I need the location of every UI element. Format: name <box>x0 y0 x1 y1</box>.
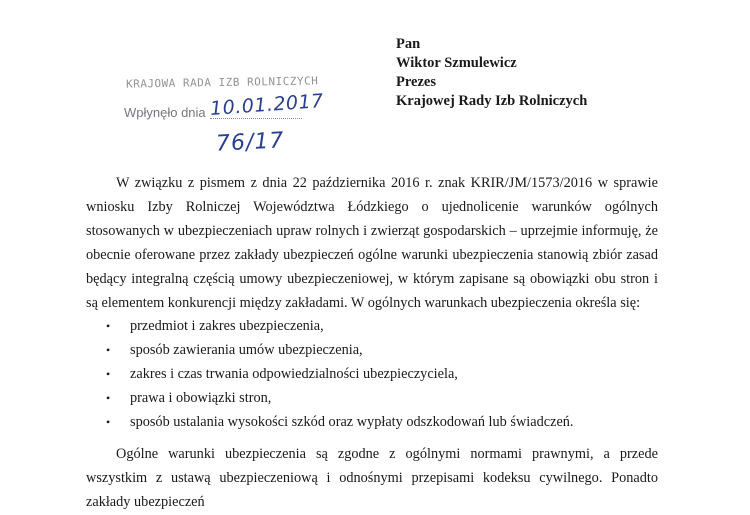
bullet-icon: • <box>106 415 111 429</box>
list-item <box>86 339 658 363</box>
bullet-icon: • <box>106 319 111 334</box>
list-item-text: zakres i czas trwania odpowiedzialności ubezpieczyciela, <box>130 366 458 383</box>
stamp-handwritten-date: 10.01.2017 <box>209 90 325 120</box>
bullet-list <box>86 315 658 434</box>
list-item-text: prawa i obowiązki stron, <box>130 390 272 407</box>
addressee-salutation: Pan <box>396 36 421 52</box>
bullet-icon: • <box>106 391 111 406</box>
list-item-text: sposób zawierania umów ubezpieczenia, <box>130 342 363 359</box>
list-item-text: przedmiot i zakres ubezpieczenia, <box>130 318 324 335</box>
list-item <box>86 411 658 435</box>
stamp-handwritten-number: 76/17 <box>215 128 286 157</box>
bullet-icon: • <box>106 367 111 382</box>
addressee-organization: Krajowej Rady Izb Rolniczych <box>396 93 588 109</box>
list-item <box>86 363 658 387</box>
bullet-icon: • <box>106 343 111 358</box>
stamp-received-label: Wpłynęło dnia <box>124 105 206 120</box>
list-item <box>86 315 658 339</box>
addressee-block <box>396 35 587 111</box>
list-item <box>86 387 658 411</box>
letter-paragraph-1: W związku z pismem z dnia 22 października 2016 r. znak KRIR/JM/1573/2016 w sprawie wniosku Izby Rolniczej Województwa Łódzkiego o ujednolicenie warunków ogólnych stosowanych w ubezpieczeniach upraw rolnych i zwierząt gospodarskich – uprzejmie informuję, że obecnie oferowane przez zakłady ubezpieczeń ogólne warunki ubezpieczenia stanowią zbiór zasad będący integralną częścią umowy ubezpieczeniowej, w którym zapisane są obowiązki obu stron i są elementem konkurencji między zakładami. W ogólnych warunkach ubezpieczenia określa się: <box>86 175 658 311</box>
addressee-position: Prezes <box>396 74 436 90</box>
letter-body <box>86 172 658 515</box>
addressee-name: Wiktor Szmulewicz <box>396 55 517 71</box>
list-item-text: sposób ustalania wysokości szkód oraz wypłaty odszkodowań lub świadczeń. <box>130 414 574 430</box>
letter-paragraph-2: Ogólne warunki ubezpieczenia są zgodne z ogólnymi normami prawnymi, a przede wszystkim z ustawą ubezpieczeniową i odnośnymi przepisami kodeksu cywilnego. Ponadto zakłady ubezpieczeń <box>86 445 658 510</box>
received-stamp <box>118 74 348 164</box>
stamp-organization: KRAJOWA RADA IZB ROLNICZYCH <box>125 74 319 91</box>
